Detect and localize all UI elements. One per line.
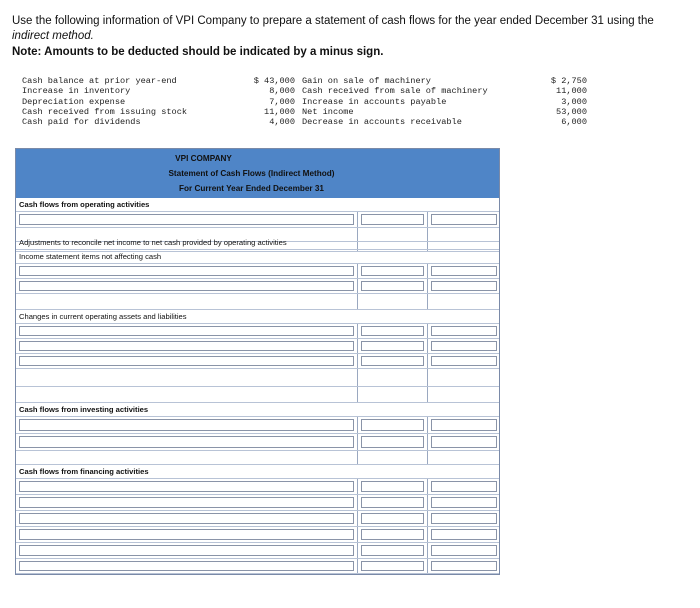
info-right-labels <box>302 76 488 127</box>
instructions-method: indirect method. <box>12 30 94 42</box>
blank-row <box>16 451 499 465</box>
info-value: $ 43,000 <box>253 76 295 86</box>
total-cell <box>428 279 500 293</box>
description-cell <box>16 387 358 402</box>
instructions-note: Note: Amounts to be deducted should be indicated by a minus sign. <box>12 46 384 58</box>
total-input[interactable] <box>431 529 497 540</box>
total-cell <box>428 559 500 573</box>
info-label: Cash received from sale of machinery <box>302 86 488 97</box>
info-value: 4,000 <box>269 117 295 128</box>
amount-cell <box>358 543 428 558</box>
total-cell <box>428 543 500 558</box>
amount-input[interactable] <box>361 513 424 524</box>
description-cell <box>16 339 358 353</box>
entry-row <box>16 527 499 543</box>
info-label: Cash received from issuing stock <box>22 106 188 117</box>
total-cell <box>428 294 500 309</box>
section-investing-text: Cash flows from investing activities <box>19 405 149 414</box>
amount-cell <box>358 451 428 464</box>
description-cell <box>16 527 358 542</box>
adjustments-label <box>16 236 499 250</box>
info-left-labels <box>22 76 187 127</box>
amount-input[interactable] <box>361 341 424 351</box>
description-cell <box>16 417 358 433</box>
blank-row <box>16 387 499 403</box>
entry-row <box>16 324 499 339</box>
description-input[interactable] <box>19 419 354 431</box>
amount-cell <box>358 511 428 526</box>
amount-cell <box>358 559 428 573</box>
total-input[interactable] <box>431 545 497 556</box>
total-input[interactable] <box>431 513 497 524</box>
info-label: Cash paid for dividends <box>22 117 141 128</box>
description-input[interactable] <box>19 341 354 351</box>
blank-row <box>16 294 499 310</box>
statement-header <box>16 149 499 198</box>
description-cell <box>16 434 358 450</box>
amount-input[interactable] <box>361 436 424 448</box>
amount-cell <box>358 479 428 494</box>
total-cell <box>428 417 500 433</box>
section-investing <box>16 403 499 417</box>
section-financing-text: Cash flows from financing activities <box>19 467 149 476</box>
statement-title: Statement of Cash Flows (Indirect Method) <box>168 169 335 178</box>
total-input[interactable] <box>431 436 497 448</box>
info-label: Gain on sale of machinery <box>302 76 431 86</box>
total-cell <box>428 212 500 227</box>
amount-input[interactable] <box>361 419 424 431</box>
description-cell <box>16 479 358 494</box>
info-label: Increase in inventory <box>22 86 131 97</box>
amount-cell <box>358 434 428 450</box>
entry-row <box>16 354 499 369</box>
description-cell <box>16 543 358 558</box>
info-value: 7,000 <box>269 96 295 107</box>
amount-cell <box>358 294 428 309</box>
info-label: Decrease in accounts receivable <box>302 117 462 128</box>
info-label: Increase in accounts payable <box>302 96 447 107</box>
total-cell <box>428 451 500 464</box>
info-value: 11,000 <box>556 86 587 97</box>
section-operating <box>16 198 499 212</box>
description-input[interactable] <box>19 326 354 336</box>
description-input[interactable] <box>19 356 354 366</box>
description-input[interactable] <box>19 497 354 508</box>
info-value: 8,000 <box>269 86 295 97</box>
total-input[interactable] <box>431 214 497 225</box>
description-cell <box>16 369 358 386</box>
description-cell <box>16 264 358 278</box>
noncash-label-text: Income statement items not affecting cash <box>19 252 162 261</box>
adjustments-label-text: Adjustments to reconcile net income to net cash provided by operating activities <box>19 238 287 247</box>
info-label: Net income <box>302 106 354 117</box>
description-cell <box>16 511 358 526</box>
description-cell <box>16 495 358 510</box>
description-input[interactable] <box>19 481 354 492</box>
info-value: 6,000 <box>561 117 587 128</box>
cash-flow-worksheet <box>15 148 500 575</box>
description-input[interactable] <box>19 281 354 291</box>
description-input[interactable] <box>19 214 354 225</box>
info-right-values <box>540 76 587 127</box>
total-cell <box>428 339 500 353</box>
description-input[interactable] <box>19 561 354 571</box>
description-cell <box>16 294 358 309</box>
section-changes-text: Changes in current operating assets and liabilities <box>19 312 187 321</box>
amount-cell <box>358 417 428 433</box>
instructions <box>12 14 682 60</box>
instructions-text: Use the following information of VPI Company to prepare a statement of cash flows for the year ended December 31 using the <box>12 15 654 27</box>
entry-row <box>16 264 499 279</box>
entry-row <box>16 339 499 354</box>
info-left-values <box>250 76 295 127</box>
description-cell <box>16 279 358 293</box>
total-cell <box>428 264 500 278</box>
total-cell <box>428 369 500 386</box>
total-cell <box>428 479 500 494</box>
total-input[interactable] <box>431 281 497 291</box>
statement-period: For Current Year Ended December 31 <box>178 184 324 193</box>
amount-input[interactable] <box>361 356 424 366</box>
amount-input[interactable] <box>361 266 424 276</box>
total-cell <box>428 511 500 526</box>
amount-cell <box>358 324 428 338</box>
entry-row <box>16 479 499 495</box>
total-input[interactable] <box>431 419 497 431</box>
amount-cell <box>358 495 428 510</box>
section-operating-text: Cash flows from operating activities <box>19 200 150 209</box>
info-value: $ 2,750 <box>550 76 587 86</box>
description-cell <box>16 559 358 573</box>
amount-cell <box>358 279 428 293</box>
total-input[interactable] <box>431 481 497 492</box>
entry-row <box>16 559 499 574</box>
description-input[interactable] <box>19 513 354 524</box>
entry-row <box>16 495 499 511</box>
total-cell <box>428 354 500 368</box>
amount-cell <box>358 369 428 386</box>
info-value: 11,000 <box>264 106 295 117</box>
total-cell <box>428 387 500 402</box>
total-input[interactable] <box>431 326 497 336</box>
amount-cell <box>358 354 428 368</box>
amount-input[interactable] <box>361 281 424 291</box>
description-cell <box>16 324 358 338</box>
entry-row <box>16 417 499 434</box>
section-changes <box>16 310 499 324</box>
total-input[interactable] <box>431 497 497 508</box>
description-input[interactable] <box>19 545 354 556</box>
entry-row <box>16 434 499 451</box>
total-cell <box>428 434 500 450</box>
amount-cell <box>358 339 428 353</box>
amount-input[interactable] <box>361 561 424 571</box>
company-name: VPI COMPANY <box>175 154 232 163</box>
total-input[interactable] <box>431 266 497 276</box>
entry-row <box>16 511 499 527</box>
amount-cell <box>358 387 428 402</box>
amount-cell <box>358 212 428 227</box>
description-input[interactable] <box>19 436 354 448</box>
entry-row <box>16 279 499 294</box>
total-input[interactable] <box>431 356 497 366</box>
description-input[interactable] <box>19 529 354 540</box>
amount-cell <box>358 527 428 542</box>
info-label: Cash balance at prior year-end <box>22 76 177 86</box>
info-value: 3,000 <box>561 96 587 107</box>
total-cell <box>428 495 500 510</box>
noncash-label <box>16 250 499 264</box>
amount-cell <box>358 264 428 278</box>
total-cell <box>428 527 500 542</box>
description-input[interactable] <box>19 266 354 276</box>
amount-input[interactable] <box>361 545 424 556</box>
blank-row <box>16 369 499 387</box>
entry-row <box>16 212 499 228</box>
total-input[interactable] <box>431 341 497 351</box>
total-cell <box>428 324 500 338</box>
description-cell <box>16 212 358 227</box>
amount-input[interactable] <box>361 481 424 492</box>
info-label: Depreciation expense <box>22 96 126 107</box>
info-value: 53,000 <box>556 106 587 117</box>
amount-input[interactable] <box>361 497 424 508</box>
amount-input[interactable] <box>361 214 424 225</box>
amount-input[interactable] <box>361 326 424 336</box>
amount-input[interactable] <box>361 529 424 540</box>
description-cell <box>16 451 358 464</box>
section-financing <box>16 465 499 479</box>
entry-row <box>16 543 499 559</box>
total-input[interactable] <box>431 561 497 571</box>
description-cell <box>16 354 358 368</box>
